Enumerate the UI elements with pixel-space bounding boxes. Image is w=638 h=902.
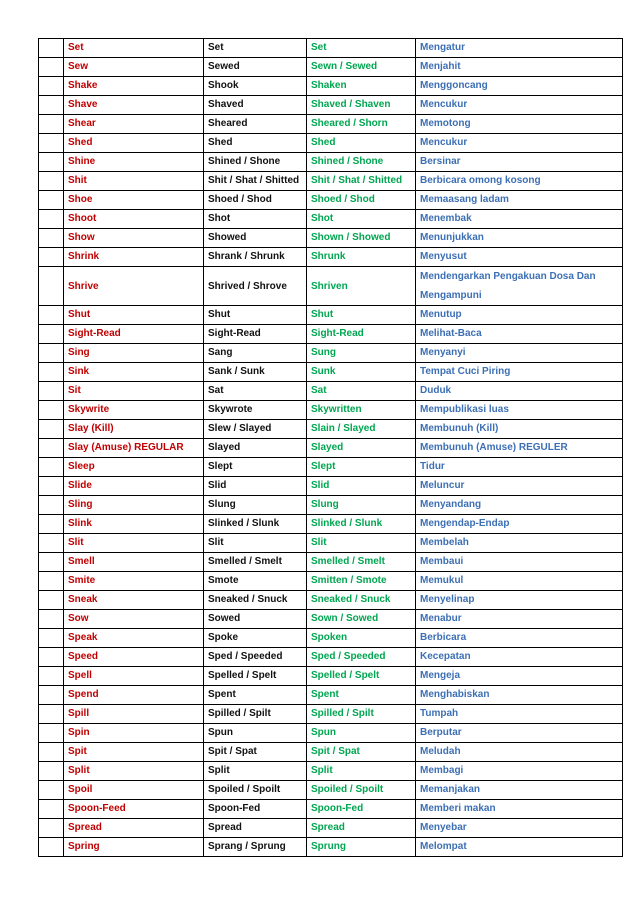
row-index-cell: [39, 439, 64, 458]
row-index-cell: [39, 229, 64, 248]
row-index-cell: [39, 420, 64, 439]
past-cell: Shined / Shone: [204, 153, 307, 172]
table-row: [39, 77, 623, 96]
past-participle-cell: Shined / Shone: [307, 153, 416, 172]
base-form-cell: Sew: [64, 58, 204, 77]
base-form-cell: Shine: [64, 153, 204, 172]
row-index-cell: [39, 610, 64, 629]
base-form-cell: Speed: [64, 648, 204, 667]
base-form-cell: Sling: [64, 496, 204, 515]
meaning-cell: Memanjakan: [416, 781, 623, 800]
meaning-cell: Memberi makan: [416, 800, 623, 819]
past-cell: Sped / Speeded: [204, 648, 307, 667]
base-form-cell: Sit: [64, 382, 204, 401]
meaning-cell: Melompat: [416, 838, 623, 857]
row-index-cell: [39, 210, 64, 229]
base-form-cell: Slit: [64, 534, 204, 553]
past-cell: Shrank / Shrunk: [204, 248, 307, 267]
meaning-cell: Berbicara omong kosong: [416, 172, 623, 191]
past-participle-cell: Sprung: [307, 838, 416, 857]
row-index-cell: [39, 572, 64, 591]
past-participle-cell: Split: [307, 762, 416, 781]
past-participle-cell: Sight-Read: [307, 325, 416, 344]
past-cell: Sowed: [204, 610, 307, 629]
past-participle-cell: Sneaked / Snuck: [307, 591, 416, 610]
row-index-cell: [39, 591, 64, 610]
past-participle-cell: Shriven: [307, 267, 416, 306]
past-participle-cell: Spoon-Fed: [307, 800, 416, 819]
base-form-cell: Shoe: [64, 191, 204, 210]
past-participle-cell: Sheared / Shorn: [307, 115, 416, 134]
base-form-cell: Shut: [64, 306, 204, 325]
past-participle-cell: Shrunk: [307, 248, 416, 267]
base-form-cell: Shrink: [64, 248, 204, 267]
table-row: [39, 819, 623, 838]
verb-table-body: [39, 39, 623, 857]
base-form-cell: Shear: [64, 115, 204, 134]
table-row: [39, 306, 623, 325]
table-row: [39, 39, 623, 58]
past-participle-cell: Slain / Slayed: [307, 420, 416, 439]
table-row: [39, 172, 623, 191]
past-cell: Spent: [204, 686, 307, 705]
row-index-cell: [39, 762, 64, 781]
row-index-cell: [39, 325, 64, 344]
past-cell: Slinked / Slunk: [204, 515, 307, 534]
past-participle-cell: Slinked / Slunk: [307, 515, 416, 534]
table-row: [39, 686, 623, 705]
table-row: [39, 401, 623, 420]
past-participle-cell: Spelled / Spelt: [307, 667, 416, 686]
meaning-cell: Menyusut: [416, 248, 623, 267]
past-participle-cell: Shaved / Shaven: [307, 96, 416, 115]
base-form-cell: Spin: [64, 724, 204, 743]
row-index-cell: [39, 58, 64, 77]
row-index-cell: [39, 191, 64, 210]
meaning-cell: Menggoncang: [416, 77, 623, 96]
meaning-cell: Berbicara: [416, 629, 623, 648]
table-row: [39, 762, 623, 781]
meaning-cell: Menghabiskan: [416, 686, 623, 705]
base-form-cell: Show: [64, 229, 204, 248]
base-form-cell: Shit: [64, 172, 204, 191]
base-form-cell: Smite: [64, 572, 204, 591]
base-form-cell: Shoot: [64, 210, 204, 229]
base-form-cell: Spoil: [64, 781, 204, 800]
past-participle-cell: Shed: [307, 134, 416, 153]
irregular-verbs-table: [38, 38, 623, 857]
row-index-cell: [39, 838, 64, 857]
meaning-cell: Menunjukkan: [416, 229, 623, 248]
meaning-cell: Menyelinap: [416, 591, 623, 610]
past-cell: Shaved: [204, 96, 307, 115]
meaning-cell: Melihat-Baca: [416, 325, 623, 344]
row-index-cell: [39, 267, 64, 306]
base-form-cell: Slide: [64, 477, 204, 496]
base-form-cell: Spoon-Feed: [64, 800, 204, 819]
base-form-cell: Sow: [64, 610, 204, 629]
row-index-cell: [39, 781, 64, 800]
table-row: [39, 667, 623, 686]
row-index-cell: [39, 344, 64, 363]
table-row: [39, 838, 623, 857]
past-cell: Shut: [204, 306, 307, 325]
row-index-cell: [39, 96, 64, 115]
past-cell: Shrived / Shrove: [204, 267, 307, 306]
table-row: [39, 267, 623, 306]
row-index-cell: [39, 515, 64, 534]
past-cell: Set: [204, 39, 307, 58]
past-cell: Sat: [204, 382, 307, 401]
base-form-cell: Slay (Amuse) REGULAR: [64, 439, 204, 458]
past-cell: Skywrote: [204, 401, 307, 420]
row-index-cell: [39, 153, 64, 172]
row-index-cell: [39, 115, 64, 134]
meaning-cell: Bersinar: [416, 153, 623, 172]
meaning-cell: Menutup: [416, 306, 623, 325]
past-cell: Split: [204, 762, 307, 781]
base-form-cell: Shave: [64, 96, 204, 115]
past-participle-cell: Slayed: [307, 439, 416, 458]
table-row: [39, 439, 623, 458]
table-row: [39, 363, 623, 382]
meaning-cell: Meludah: [416, 743, 623, 762]
row-index-cell: [39, 458, 64, 477]
base-form-cell: Spring: [64, 838, 204, 857]
past-cell: Slew / Slayed: [204, 420, 307, 439]
past-cell: Sprang / Sprung: [204, 838, 307, 857]
base-form-cell: Spit: [64, 743, 204, 762]
row-index-cell: [39, 477, 64, 496]
past-cell: Slit: [204, 534, 307, 553]
meaning-cell: Memukul: [416, 572, 623, 591]
table-row: [39, 534, 623, 553]
past-cell: Sang: [204, 344, 307, 363]
base-form-cell: Sing: [64, 344, 204, 363]
meaning-cell: Mengeja: [416, 667, 623, 686]
row-index-cell: [39, 800, 64, 819]
past-cell: Slayed: [204, 439, 307, 458]
base-form-cell: Sneak: [64, 591, 204, 610]
meaning-cell: Menjahit: [416, 58, 623, 77]
past-participle-cell: Spent: [307, 686, 416, 705]
table-row: [39, 743, 623, 762]
table-row: [39, 210, 623, 229]
meaning-cell: Mengatur: [416, 39, 623, 58]
table-row: [39, 115, 623, 134]
table-row: [39, 572, 623, 591]
row-index-cell: [39, 629, 64, 648]
meaning-cell: Berputar: [416, 724, 623, 743]
past-cell: Sight-Read: [204, 325, 307, 344]
table-row: [39, 191, 623, 210]
base-form-cell: Skywrite: [64, 401, 204, 420]
table-row: [39, 477, 623, 496]
base-form-cell: Spend: [64, 686, 204, 705]
table-row: [39, 58, 623, 77]
base-form-cell: Split: [64, 762, 204, 781]
row-index-cell: [39, 553, 64, 572]
past-cell: Sewed: [204, 58, 307, 77]
meaning-cell: Mencukur: [416, 96, 623, 115]
row-index-cell: [39, 172, 64, 191]
row-index-cell: [39, 705, 64, 724]
meaning-cell: Mencukur: [416, 134, 623, 153]
row-index-cell: [39, 648, 64, 667]
row-index-cell: [39, 667, 64, 686]
past-participle-cell: Shown / Showed: [307, 229, 416, 248]
past-participle-cell: Sung: [307, 344, 416, 363]
table-row: [39, 591, 623, 610]
past-participle-cell: Slept: [307, 458, 416, 477]
past-participle-cell: Sat: [307, 382, 416, 401]
base-form-cell: Speak: [64, 629, 204, 648]
row-index-cell: [39, 134, 64, 153]
past-cell: Sheared: [204, 115, 307, 134]
past-participle-cell: Sped / Speeded: [307, 648, 416, 667]
past-participle-cell: Spun: [307, 724, 416, 743]
past-participle-cell: Slid: [307, 477, 416, 496]
past-participle-cell: Spoken: [307, 629, 416, 648]
base-form-cell: Spill: [64, 705, 204, 724]
past-participle-cell: Smitten / Smote: [307, 572, 416, 591]
meaning-cell: Membaui: [416, 553, 623, 572]
base-form-cell: Sink: [64, 363, 204, 382]
table-row: [39, 153, 623, 172]
table-row: [39, 344, 623, 363]
row-index-cell: [39, 686, 64, 705]
past-cell: Spread: [204, 819, 307, 838]
past-cell: Shed: [204, 134, 307, 153]
past-cell: Spelled / Spelt: [204, 667, 307, 686]
table-row: [39, 705, 623, 724]
past-participle-cell: Sown / Sowed: [307, 610, 416, 629]
meaning-cell: Tidur: [416, 458, 623, 477]
meaning-cell: Duduk: [416, 382, 623, 401]
base-form-cell: Shrive: [64, 267, 204, 306]
row-index-cell: [39, 39, 64, 58]
meaning-cell: Mengendap-Endap: [416, 515, 623, 534]
table-row: [39, 496, 623, 515]
row-index-cell: [39, 77, 64, 96]
past-participle-cell: Set: [307, 39, 416, 58]
table-row: [39, 553, 623, 572]
meaning-cell: Membelah: [416, 534, 623, 553]
past-cell: Spilled / Spilt: [204, 705, 307, 724]
table-row: [39, 325, 623, 344]
base-form-cell: Spread: [64, 819, 204, 838]
past-cell: Sneaked / Snuck: [204, 591, 307, 610]
meaning-cell: Menembak: [416, 210, 623, 229]
base-form-cell: Slink: [64, 515, 204, 534]
past-participle-cell: Spit / Spat: [307, 743, 416, 762]
past-participle-cell: Sewn / Sewed: [307, 58, 416, 77]
table-row: [39, 458, 623, 477]
meaning-cell: Mempublikasi luas: [416, 401, 623, 420]
base-form-cell: Sight-Read: [64, 325, 204, 344]
row-index-cell: [39, 496, 64, 515]
past-cell: Spun: [204, 724, 307, 743]
meaning-cell: Menyebar: [416, 819, 623, 838]
meaning-cell: Memotong: [416, 115, 623, 134]
past-cell: Spit / Spat: [204, 743, 307, 762]
meaning-cell: Kecepatan: [416, 648, 623, 667]
base-form-cell: Shake: [64, 77, 204, 96]
meaning-cell: Mendengarkan Pengakuan Dosa Dan Mengampuni: [416, 267, 623, 306]
table-row: [39, 610, 623, 629]
past-participle-cell: Sunk: [307, 363, 416, 382]
row-index-cell: [39, 819, 64, 838]
base-form-cell: Set: [64, 39, 204, 58]
table-row: [39, 96, 623, 115]
past-cell: Smote: [204, 572, 307, 591]
meaning-cell: Tumpah: [416, 705, 623, 724]
past-participle-cell: Shot: [307, 210, 416, 229]
past-participle-cell: Slit: [307, 534, 416, 553]
past-participle-cell: Smelled / Smelt: [307, 553, 416, 572]
meaning-cell: Menyanyi: [416, 344, 623, 363]
row-index-cell: [39, 363, 64, 382]
past-participle-cell: Spilled / Spilt: [307, 705, 416, 724]
past-cell: Spoiled / Spoilt: [204, 781, 307, 800]
row-index-cell: [39, 743, 64, 762]
past-cell: Shook: [204, 77, 307, 96]
meaning-cell: Membunuh (Kill): [416, 420, 623, 439]
table-row: [39, 515, 623, 534]
table-row: [39, 800, 623, 819]
table-row: [39, 229, 623, 248]
past-participle-cell: Shit / Shat / Shitted: [307, 172, 416, 191]
past-cell: Spoke: [204, 629, 307, 648]
base-form-cell: Sleep: [64, 458, 204, 477]
table-row: [39, 248, 623, 267]
table-row: [39, 648, 623, 667]
base-form-cell: Smell: [64, 553, 204, 572]
meaning-cell: Membunuh (Amuse) REGULER: [416, 439, 623, 458]
past-cell: Shoed / Shod: [204, 191, 307, 210]
table-row: [39, 420, 623, 439]
row-index-cell: [39, 248, 64, 267]
row-index-cell: [39, 401, 64, 420]
meaning-cell: Membagi: [416, 762, 623, 781]
table-row: [39, 629, 623, 648]
past-participle-cell: Shaken: [307, 77, 416, 96]
past-cell: Showed: [204, 229, 307, 248]
base-form-cell: Shed: [64, 134, 204, 153]
meaning-cell: Meluncur: [416, 477, 623, 496]
table-row: [39, 382, 623, 401]
past-cell: Slept: [204, 458, 307, 477]
meaning-cell: Menabur: [416, 610, 623, 629]
row-index-cell: [39, 534, 64, 553]
base-form-cell: Spell: [64, 667, 204, 686]
past-participle-cell: Skywritten: [307, 401, 416, 420]
table-row: [39, 134, 623, 153]
past-cell: Shot: [204, 210, 307, 229]
past-participle-cell: Spoiled / Spoilt: [307, 781, 416, 800]
past-participle-cell: Shoed / Shod: [307, 191, 416, 210]
past-cell: Sank / Sunk: [204, 363, 307, 382]
meaning-cell: Menyandang: [416, 496, 623, 515]
past-cell: Slid: [204, 477, 307, 496]
past-cell: Smelled / Smelt: [204, 553, 307, 572]
base-form-cell: Slay (Kill): [64, 420, 204, 439]
past-participle-cell: Slung: [307, 496, 416, 515]
past-cell: Slung: [204, 496, 307, 515]
row-index-cell: [39, 724, 64, 743]
past-participle-cell: Shut: [307, 306, 416, 325]
table-row: [39, 781, 623, 800]
row-index-cell: [39, 382, 64, 401]
past-cell: Spoon-Fed: [204, 800, 307, 819]
past-cell: Shit / Shat / Shitted: [204, 172, 307, 191]
row-index-cell: [39, 306, 64, 325]
meaning-cell: Tempat Cuci Piring: [416, 363, 623, 382]
past-participle-cell: Spread: [307, 819, 416, 838]
table-row: [39, 724, 623, 743]
meaning-cell: Memaasang ladam: [416, 191, 623, 210]
